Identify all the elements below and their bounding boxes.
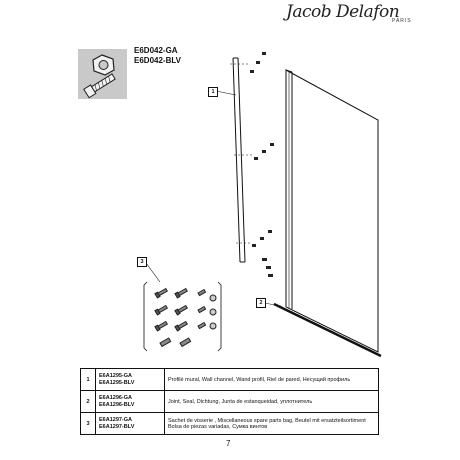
- parts-table: [80, 368, 379, 435]
- page-number: 7: [226, 439, 231, 448]
- code-ga: E6A1297-GA: [99, 416, 133, 423]
- product-code-blv: E6D042-BLV: [134, 56, 181, 65]
- row-codes: [96, 369, 165, 391]
- table-row: [81, 413, 379, 435]
- product-code-ga: E6D042-GA: [134, 46, 178, 55]
- wall-screws: [250, 52, 274, 247]
- glass-panel: [286, 70, 378, 352]
- row-number: 3: [81, 413, 96, 435]
- screw-bag-contents: [155, 288, 216, 347]
- row-codes: [96, 413, 165, 435]
- code-blv: E6A1295-BLV: [99, 379, 135, 386]
- row-number: 1: [81, 369, 96, 391]
- row-codes: [96, 391, 165, 413]
- callout-2: 2: [256, 298, 266, 308]
- code-blv: E6A1297-BLV: [99, 423, 135, 430]
- code-ga: E6A1296-GA: [99, 394, 133, 401]
- code-blv: E6A1296-BLV: [99, 401, 135, 408]
- bottom-seal: [274, 304, 381, 359]
- brand-signature: Jacob Delafon: [286, 2, 400, 22]
- code-ga: E6A1295-GA: [99, 372, 133, 379]
- wall-channel-profile: [233, 58, 245, 262]
- table-row: [81, 391, 379, 413]
- row-description: Profilé mural, Wall channel, Wand profil, Riel de pared, Несущий профиль: [165, 369, 379, 391]
- row-description: Sachet de visserie , Miscellaneous spare parts bag, Beutel mit ersatzteilsortiment Bolsa de piezas variadas, Сумка винтов: [165, 413, 379, 435]
- callout-1: 1: [208, 87, 218, 97]
- row-description: Joint, Seal, Dichtung, Junta de estanqueidad, уплотнитель: [165, 391, 379, 413]
- table-row: [81, 369, 379, 391]
- bottom-fixing-pieces: [262, 258, 273, 277]
- callout-3: 3: [137, 257, 147, 267]
- row-number: 2: [81, 391, 96, 413]
- brand-subtitle: PARIS: [392, 18, 412, 24]
